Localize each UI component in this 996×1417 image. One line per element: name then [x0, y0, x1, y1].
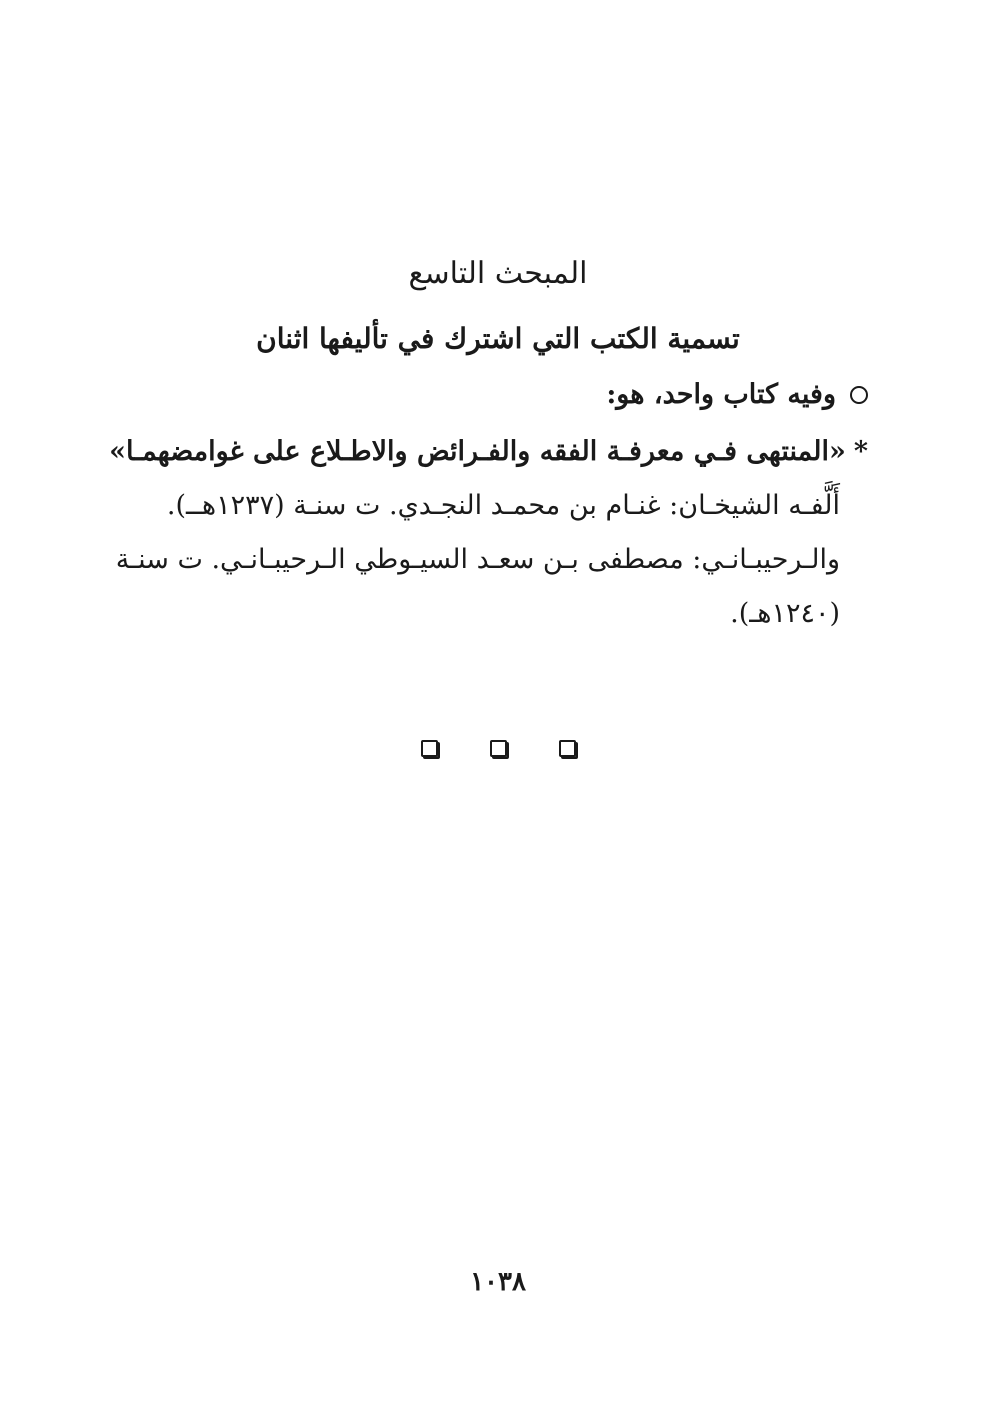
entry-line-1 [109, 425, 868, 479]
book-title: «المنتهى فـي معرفـة الفقه والفـرائض والاطـلاع على غوامضهمـا» [109, 436, 846, 467]
asterisk-icon: * [853, 436, 868, 467]
entry-line-4: (١٢٤٠هـ). [730, 598, 840, 629]
section-separator [0, 740, 996, 757]
entry-line-2: أَلَّفـه الشيخـان: غنـام بن محمـد النجـدي. ت سنـة (١٢٣٧هــ). [166, 490, 840, 521]
book-entry [109, 425, 868, 641]
section-title: تسمية الكتب التي اشترك في تأليفها اثنان [256, 322, 740, 355]
intro-text: وفيه كتاب واحد، هو: [606, 379, 836, 410]
square-icon [490, 740, 507, 757]
page-number: ١٠٣٨ [470, 1267, 526, 1297]
intro-line [128, 372, 868, 418]
section-heading: المبحث التاسع [408, 256, 588, 291]
circle-bullet-icon [850, 386, 868, 404]
square-icon [421, 740, 438, 757]
square-icon [559, 740, 576, 757]
entry-line-3: والـرحيبـانـي: مصطفى بـن سعـد السيـوطي الـرحيبـانـي. ت سنـة [115, 544, 840, 575]
